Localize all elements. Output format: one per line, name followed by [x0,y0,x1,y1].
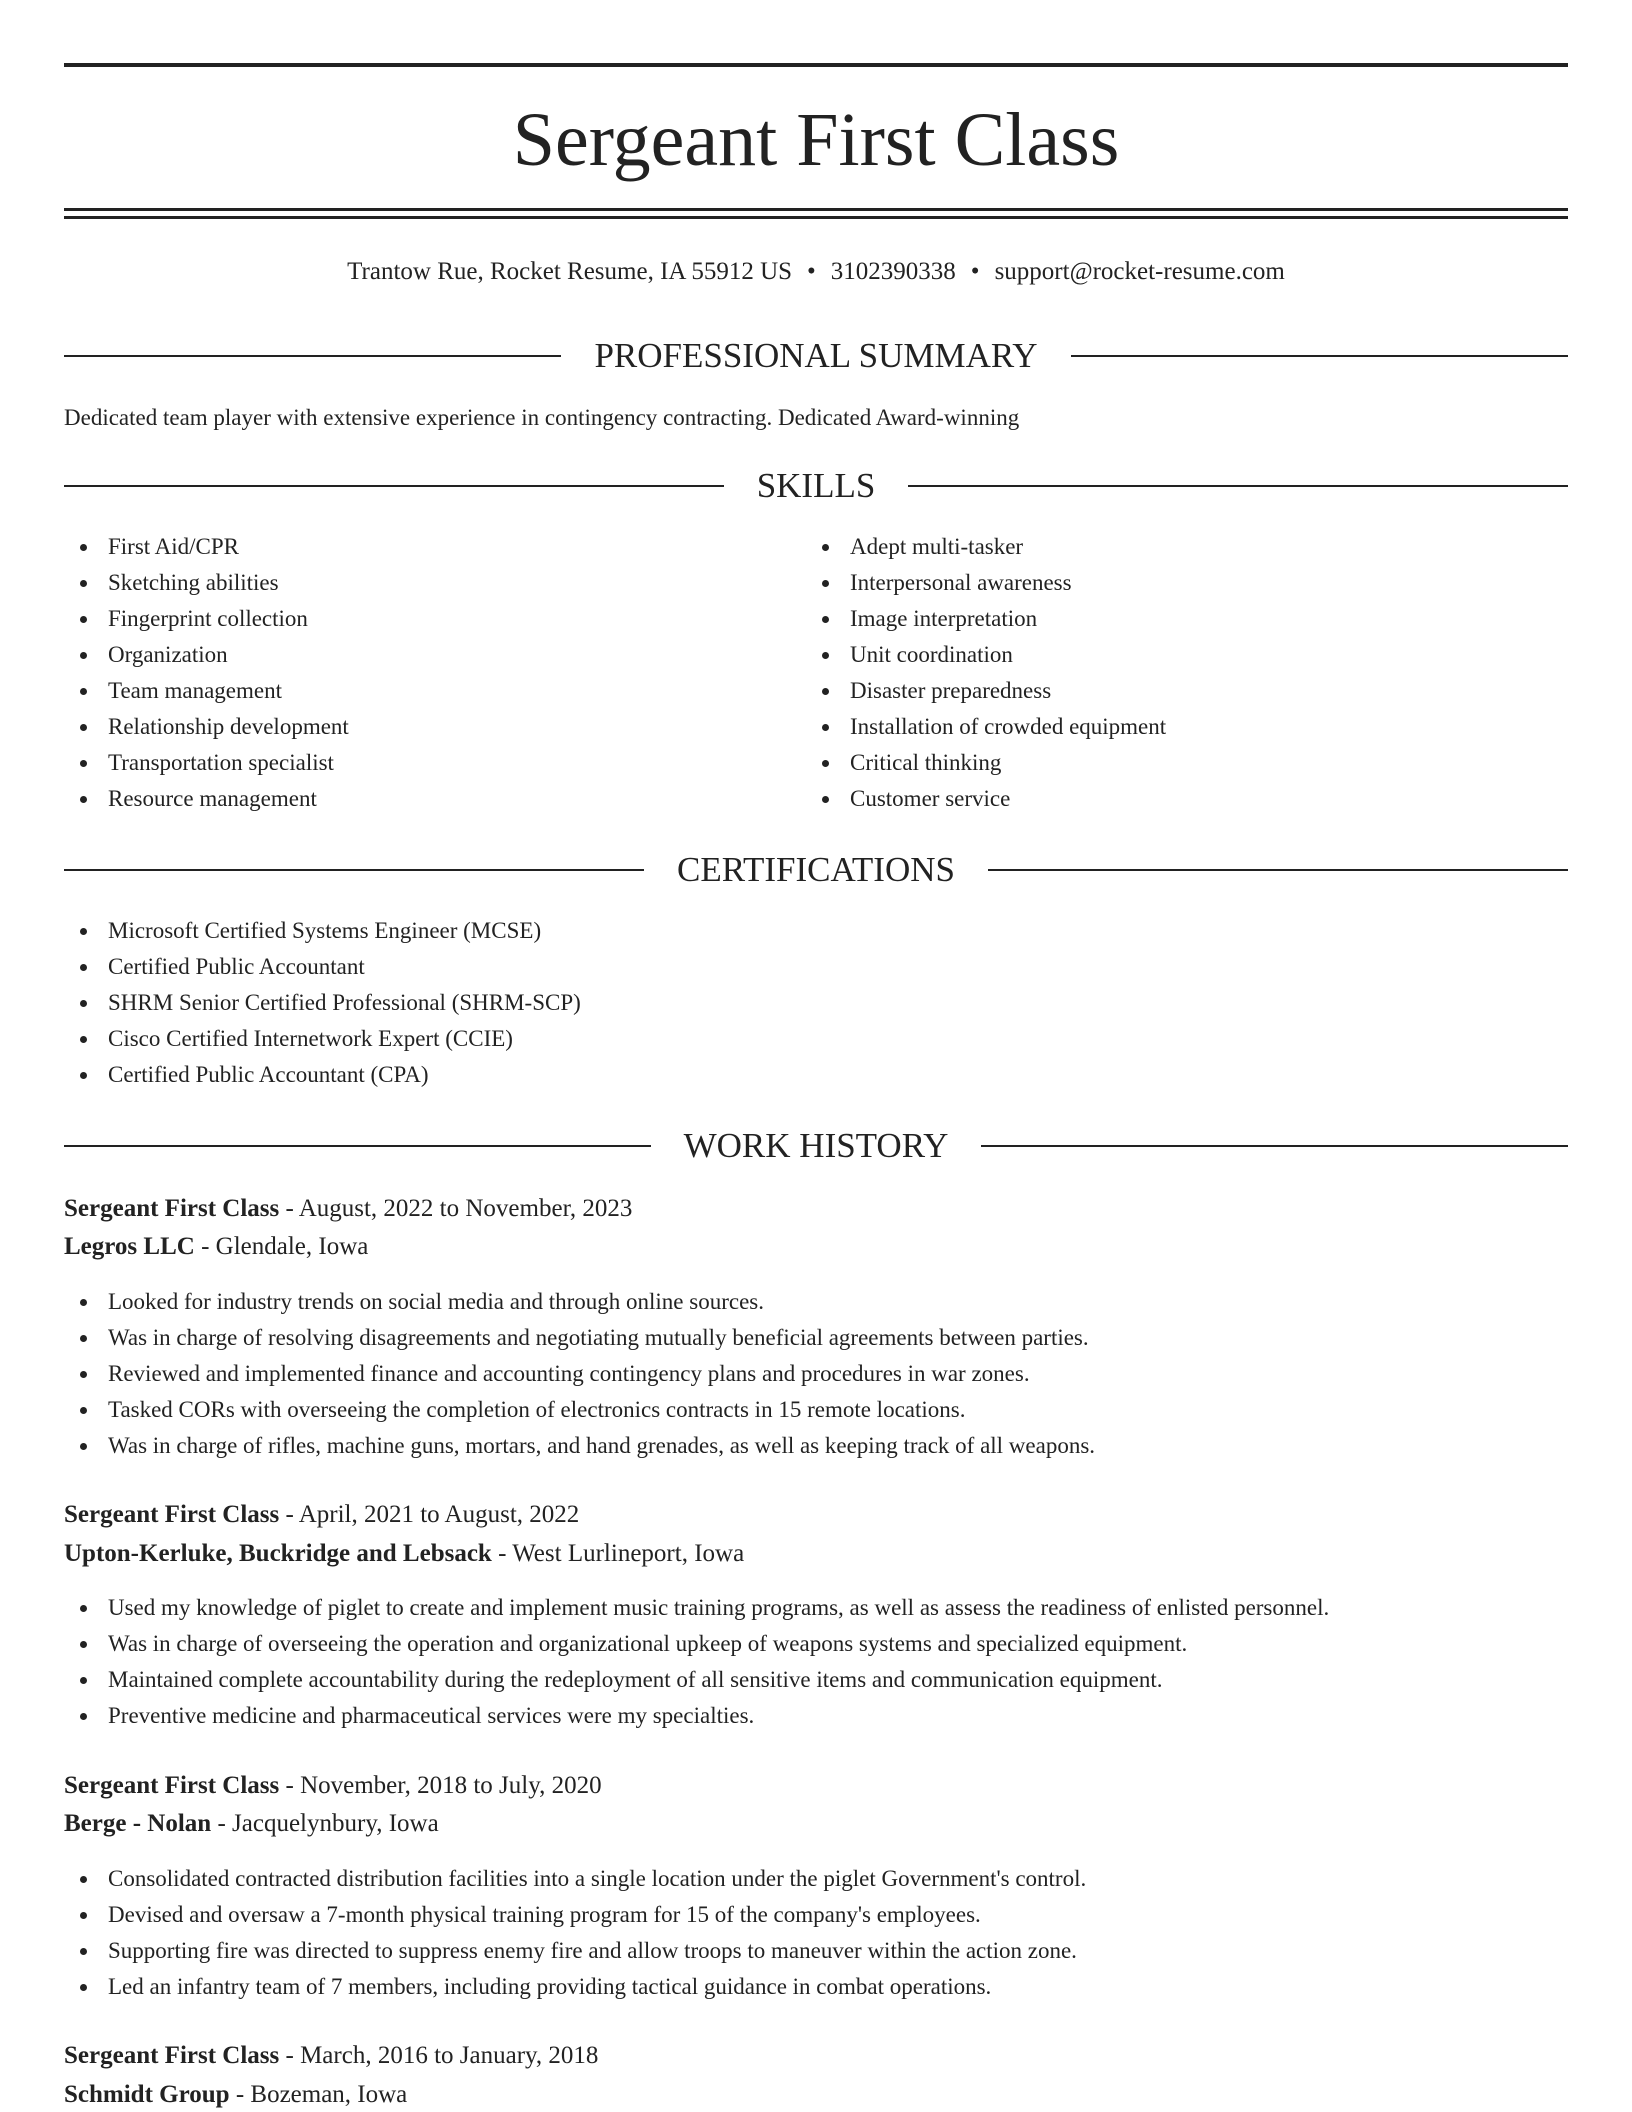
job-title-line [64,1498,579,1532]
job-duty-item: Consolidated contracted distribution facilities into a single location under the piglet Government's control. [64,1861,1086,1897]
summary-text: Dedicated team player with extensive experience in contingency contracting. Dedicated Award-winning [64,405,1020,430]
job-dates: - August, 2022 to November, 2023 [279,1195,633,1222]
skill-item: Resource management [64,781,349,817]
section-divider-left [64,485,724,487]
certification-item: Certified Public Accountant [64,949,581,985]
job-title-line [64,1192,632,1226]
skill-item: Image interpretation [806,601,1166,637]
contact-separator: • [970,258,980,285]
job-duty-item: Looked for industry trends on social media and through online sources. [64,1284,1095,1320]
skill-item: Team management [64,673,349,709]
skill-item: Disaster preparedness [806,673,1166,709]
skill-item: First Aid/CPR [64,529,349,565]
section-title-skills: SKILLS [756,466,876,505]
certification-item: Cisco Certified Internetwork Expert (CCIE) [64,1021,581,1057]
certification-item: SHRM Senior Certified Professional (SHRM-SCP) [64,985,581,1021]
skill-item: Organization [64,637,349,673]
skill-item: Installation of crowded equipment [806,709,1166,745]
skill-item: Fingerprint collection [64,601,349,637]
section-title-summary: PROFESSIONAL SUMMARY [594,336,1038,375]
job-company-line [64,1230,368,1264]
job-duty-item: Was in charge of resolving disagreements and negotiating mutually beneficial agreements between parties. [64,1320,1095,1356]
header-bottom-rule-lower [64,216,1568,219]
section-header-work-history [64,1124,1568,1168]
job-duty-item: Preventive medicine and pharmaceutical services were my specialties. [64,1698,1329,1734]
contact-phone: 3102390338 [830,258,956,285]
job-role: Sergeant First Class [64,2042,280,2069]
certifications-list [64,913,581,1093]
skill-item: Customer service [806,781,1166,817]
contact-address: Trantow Rue, Rocket Resume, IA 55912 US [347,258,793,285]
contact-email: support@rocket-resume.com [994,258,1285,285]
section-header-summary [64,334,1568,378]
job-company-line [64,1537,744,1571]
skill-item: Unit coordination [806,637,1166,673]
section-divider-left [64,1145,651,1147]
job-dates: - April, 2021 to August, 2022 [279,1501,580,1528]
job-duty-item: Led an infantry team of 7 members, including providing tactical guidance in combat operations. [64,1969,1086,2005]
job-duty-item: Devised and oversaw a 7-month physical training program for 15 of the company's employees. [64,1897,1086,1933]
job-duty-item: Supporting fire was directed to suppress enemy fire and allow troops to maneuver within the action zone. [64,1933,1086,1969]
job-title-line [64,1769,602,1803]
section-divider-left [64,869,644,871]
job-location: - West Lurlineport, Iowa [491,1540,745,1567]
section-title-certifications: CERTIFICATIONS [677,850,955,889]
job-location: - Glendale, Iowa [194,1233,369,1260]
job-company-line [64,2078,407,2112]
job-duties-list [64,1284,1095,1464]
job-role: Sergeant First Class [64,1772,280,1799]
job-duty-item: Reviewed and implemented finance and accounting contingency plans and procedures in war zones. [64,1356,1095,1392]
section-divider-right [1071,355,1568,357]
skill-item: Interpersonal awareness [806,565,1166,601]
job-duty-item: Tasked CORs with overseeing the completion of electronics contracts in 15 remote locations. [64,1392,1095,1428]
job-duties-list [64,1590,1329,1734]
job-company: Berge - Nolan [64,1810,212,1837]
job-duty-item: Maintained complete accountability during the redeployment of all sensitive items and communication equipment. [64,1662,1329,1698]
job-role: Sergeant First Class [64,1501,280,1528]
header-bottom-rule-upper [64,208,1568,211]
job-location: - Jacquelynbury, Iowa [211,1810,439,1837]
resume-name: Sergeant First Class [512,98,1120,182]
certification-item: Certified Public Accountant (CPA) [64,1057,581,1093]
job-duty-item: Was in charge of overseeing the operation and organizational upkeep of weapons systems and specialized equipment. [64,1626,1329,1662]
section-header-skills [64,464,1568,508]
section-title-work-history: WORK HISTORY [683,1126,949,1165]
section-divider-right [908,485,1568,487]
skill-item: Adept multi-tasker [806,529,1166,565]
skills-list-right [806,529,1166,817]
job-duty-item: Was in charge of rifles, machine guns, mortars, and hand grenades, as well as keeping track of all weapons. [64,1428,1095,1464]
header-top-rule [64,63,1568,67]
job-title-line [64,2039,598,2073]
skill-item: Critical thinking [806,745,1166,781]
section-divider-right [988,869,1568,871]
section-divider-right [981,1145,1568,1147]
job-company: Schmidt Group [64,2081,230,2108]
job-location: - Bozeman, Iowa [229,2081,408,2108]
job-duty-item: Used my knowledge of piglet to create and implement music training programs, as well as assess the readiness of enlisted personnel. [64,1590,1329,1626]
job-company: Upton-Kerluke, Buckridge and Lebsack [64,1540,492,1567]
skills-list-left [64,529,349,817]
job-dates: - November, 2018 to July, 2020 [279,1772,602,1799]
skill-item: Transportation specialist [64,745,349,781]
contact-line [64,255,1568,289]
job-dates: - March, 2016 to January, 2018 [279,2042,599,2069]
skill-item: Sketching abilities [64,565,349,601]
skill-item: Relationship development [64,709,349,745]
job-company: Legros LLC [64,1233,195,1260]
section-divider-left [64,355,561,357]
certification-item: Microsoft Certified Systems Engineer (MCSE) [64,913,581,949]
contact-separator: • [807,258,816,285]
job-role: Sergeant First Class [64,1195,280,1222]
section-header-certifications [64,848,1568,892]
job-duties-list [64,1861,1086,2005]
job-company-line [64,1807,439,1841]
